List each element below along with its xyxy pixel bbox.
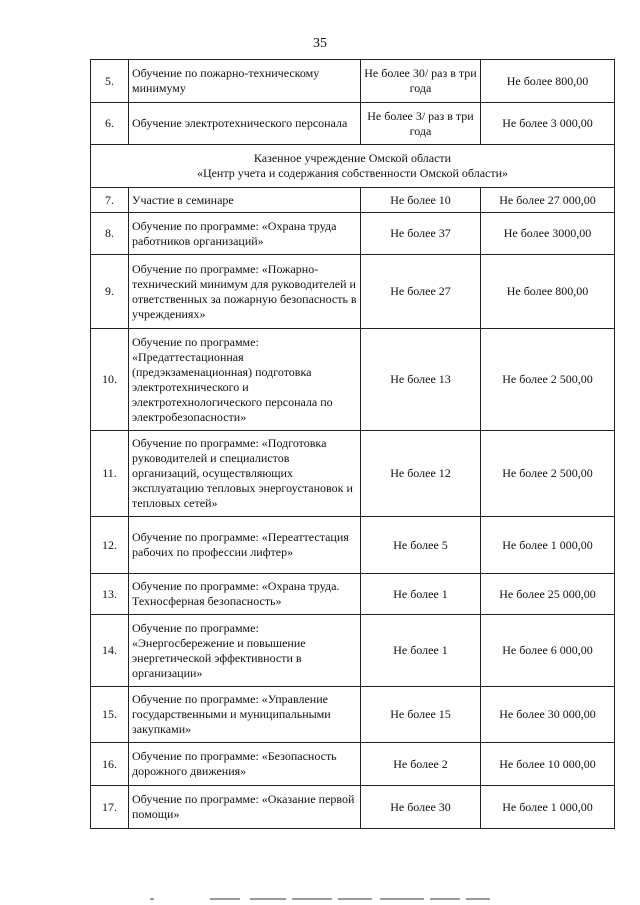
row-number: 9.	[91, 255, 129, 329]
quantity-limit: Не более 37	[361, 213, 481, 255]
row-number: 7.	[91, 188, 129, 213]
table-row	[91, 687, 615, 743]
cost-limit: Не более 800,00	[481, 60, 615, 103]
cost-limit: Не более 2 500,00	[481, 431, 615, 517]
table-row	[91, 574, 615, 615]
table-row	[91, 188, 615, 213]
cost-limit: Не более 25 000,00	[481, 574, 615, 615]
course-name: Обучение по программе: «Предаттестационная (предэкзаменационная) подготовка электротехнического и электротехнологического персонала по электробезопасности»	[129, 329, 361, 431]
cost-limit: Не более 1 000,00	[481, 517, 615, 574]
quantity-limit: Не более 15	[361, 687, 481, 743]
quantity-limit: Не более 1	[361, 574, 481, 615]
course-name: Обучение электротехнического персонала	[129, 103, 361, 145]
course-name: Обучение по программе: «Пожарно-технический минимум для руководителей и ответственных за пожарную безопасность в учреждениях»	[129, 255, 361, 329]
quantity-limit: Не более 5	[361, 517, 481, 574]
organization-header-row	[91, 145, 615, 188]
cost-limit: Не более 6 000,00	[481, 615, 615, 687]
table-row	[91, 517, 615, 574]
row-number: 6.	[91, 103, 129, 145]
course-name: Обучение по пожарно-техническому минимуму	[129, 60, 361, 103]
training-cost-table	[90, 59, 615, 829]
quantity-limit: Не более 27	[361, 255, 481, 329]
organization-name	[91, 145, 615, 188]
scan-artifact-strip	[0, 893, 640, 905]
row-number: 15.	[91, 687, 129, 743]
row-number: 8.	[91, 213, 129, 255]
organization-name-line: Казенное учреждение Омской области	[253, 151, 452, 165]
row-number: 10.	[91, 329, 129, 431]
cost-limit: Не более 2 500,00	[481, 329, 615, 431]
row-number: 16.	[91, 743, 129, 786]
quantity-limit: Не более 10	[361, 188, 481, 213]
table-row	[91, 255, 615, 329]
course-name: Обучение по программе: «Оказание первой помощи»	[129, 786, 361, 829]
page-number: 35	[313, 36, 327, 51]
table-row	[91, 743, 615, 786]
course-name: Обучение по программе: «Охрана труда работников организаций»	[129, 213, 361, 255]
row-number: 14.	[91, 615, 129, 687]
table-row	[91, 431, 615, 517]
cost-limit: Не более 10 000,00	[481, 743, 615, 786]
quantity-limit: Не более 1	[361, 615, 481, 687]
cost-limit: Не более 3000,00	[481, 213, 615, 255]
row-number: 5.	[91, 60, 129, 103]
quantity-limit: Не более 3/ раз в три года	[361, 103, 481, 145]
quantity-limit: Не более 30/ раз в три года	[361, 60, 481, 103]
table-row	[91, 103, 615, 145]
table-row	[91, 213, 615, 255]
course-name: Обучение по программе: «Подготовка руководителей и специалистов организаций, осуществляющих эксплуатацию тепловых энергоустановок и тепловых сетей»	[129, 431, 361, 517]
row-number: 12.	[91, 517, 129, 574]
course-name: Обучение по программе: «Безопасность дорожного движения»	[129, 743, 361, 786]
table-row	[91, 329, 615, 431]
cost-limit: Не более 27 000,00	[481, 188, 615, 213]
course-name: Обучение по программе: «Управление государственными и муниципальными закупками»	[129, 687, 361, 743]
quantity-limit: Не более 12	[361, 431, 481, 517]
course-name: Обучение по программе: «Переаттестация рабочих по профессии лифтер»	[129, 517, 361, 574]
course-name: Участие в семинаре	[129, 188, 361, 213]
cost-limit: Не более 30 000,00	[481, 687, 615, 743]
table-row	[91, 60, 615, 103]
cost-limit: Не более 1 000,00	[481, 786, 615, 829]
course-name: Обучение по программе: «Охрана труда. Техносферная безопасность»	[129, 574, 361, 615]
table-row	[91, 615, 615, 687]
quantity-limit: Не более 13	[361, 329, 481, 431]
row-number: 17.	[91, 786, 129, 829]
row-number: 13.	[91, 574, 129, 615]
cost-limit: Не более 3 000,00	[481, 103, 615, 145]
quantity-limit: Не более 30	[361, 786, 481, 829]
table-row	[91, 786, 615, 829]
row-number: 11.	[91, 431, 129, 517]
course-name: Обучение по программе: «Энергосбережение и повышение энергетической эффективности в организации»	[129, 615, 361, 687]
quantity-limit: Не более 2	[361, 743, 481, 786]
cost-limit: Не более 800,00	[481, 255, 615, 329]
organization-name-line: «Центр учета и содержания собственности Омской области»	[196, 166, 509, 180]
